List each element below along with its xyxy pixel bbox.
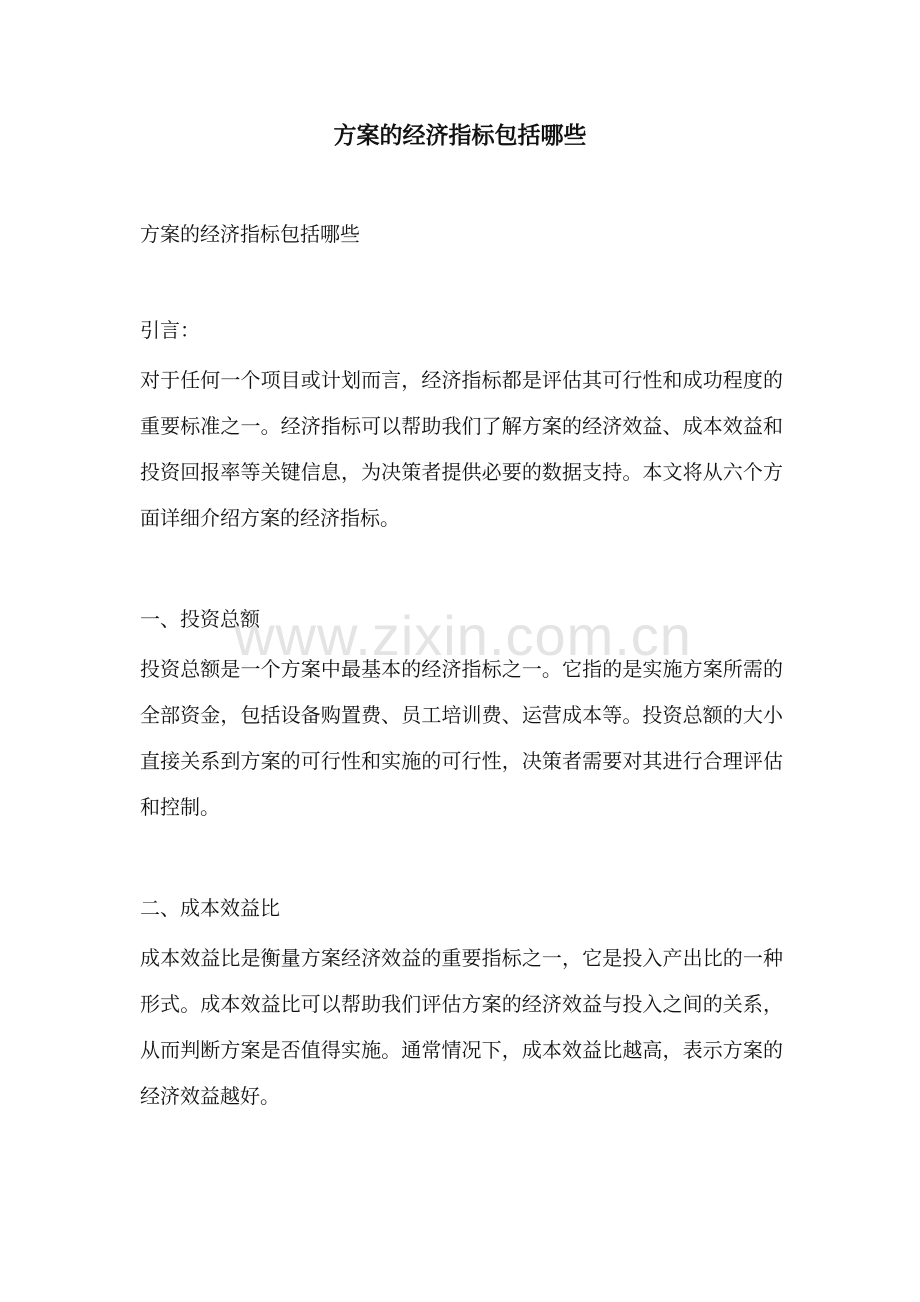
watermark: www.zixin.com.cn	[234, 604, 692, 667]
intro-paragraph: 对于任何一个项目或计划而言，经济指标都是评估其可行性和成功程度的重要标准之一。经济指标可以帮助我们了解方案的经济效益、成本效益和投资回报率等关键信息，为决策者提供必要的数据支持。本文将从六个方面详细介绍方案的经济指标。	[140, 368, 783, 530]
section-heading-investment: 一、投资总额	[140, 607, 260, 631]
document-title: 方案的经济指标包括哪些	[333, 122, 587, 149]
document-subtitle: 方案的经济指标包括哪些	[140, 222, 360, 246]
section-body-cost-benefit: 成本效益比是衡量方案经济效益的重要指标之一，它是投入产出比的一种形式。成本效益比可以帮助我们评估方案的经济效益与投入之间的关系，从而判断方案是否值得实施。通常情况下，成本效益比越高，表示方案的经济效益越好。	[140, 946, 783, 1108]
intro-label: 引言：	[140, 318, 200, 342]
section-heading-cost-benefit: 二、成本效益比	[140, 896, 280, 920]
section-body-investment: 投资总额是一个方案中最基本的经济指标之一。它指的是实施方案所需的全部资金，包括设备购置费、员工培训费、运营成本等。投资总额的大小直接关系到方案的可行性和实施的可行性，决策者需要对其进行合理评估和控制。	[140, 657, 783, 819]
